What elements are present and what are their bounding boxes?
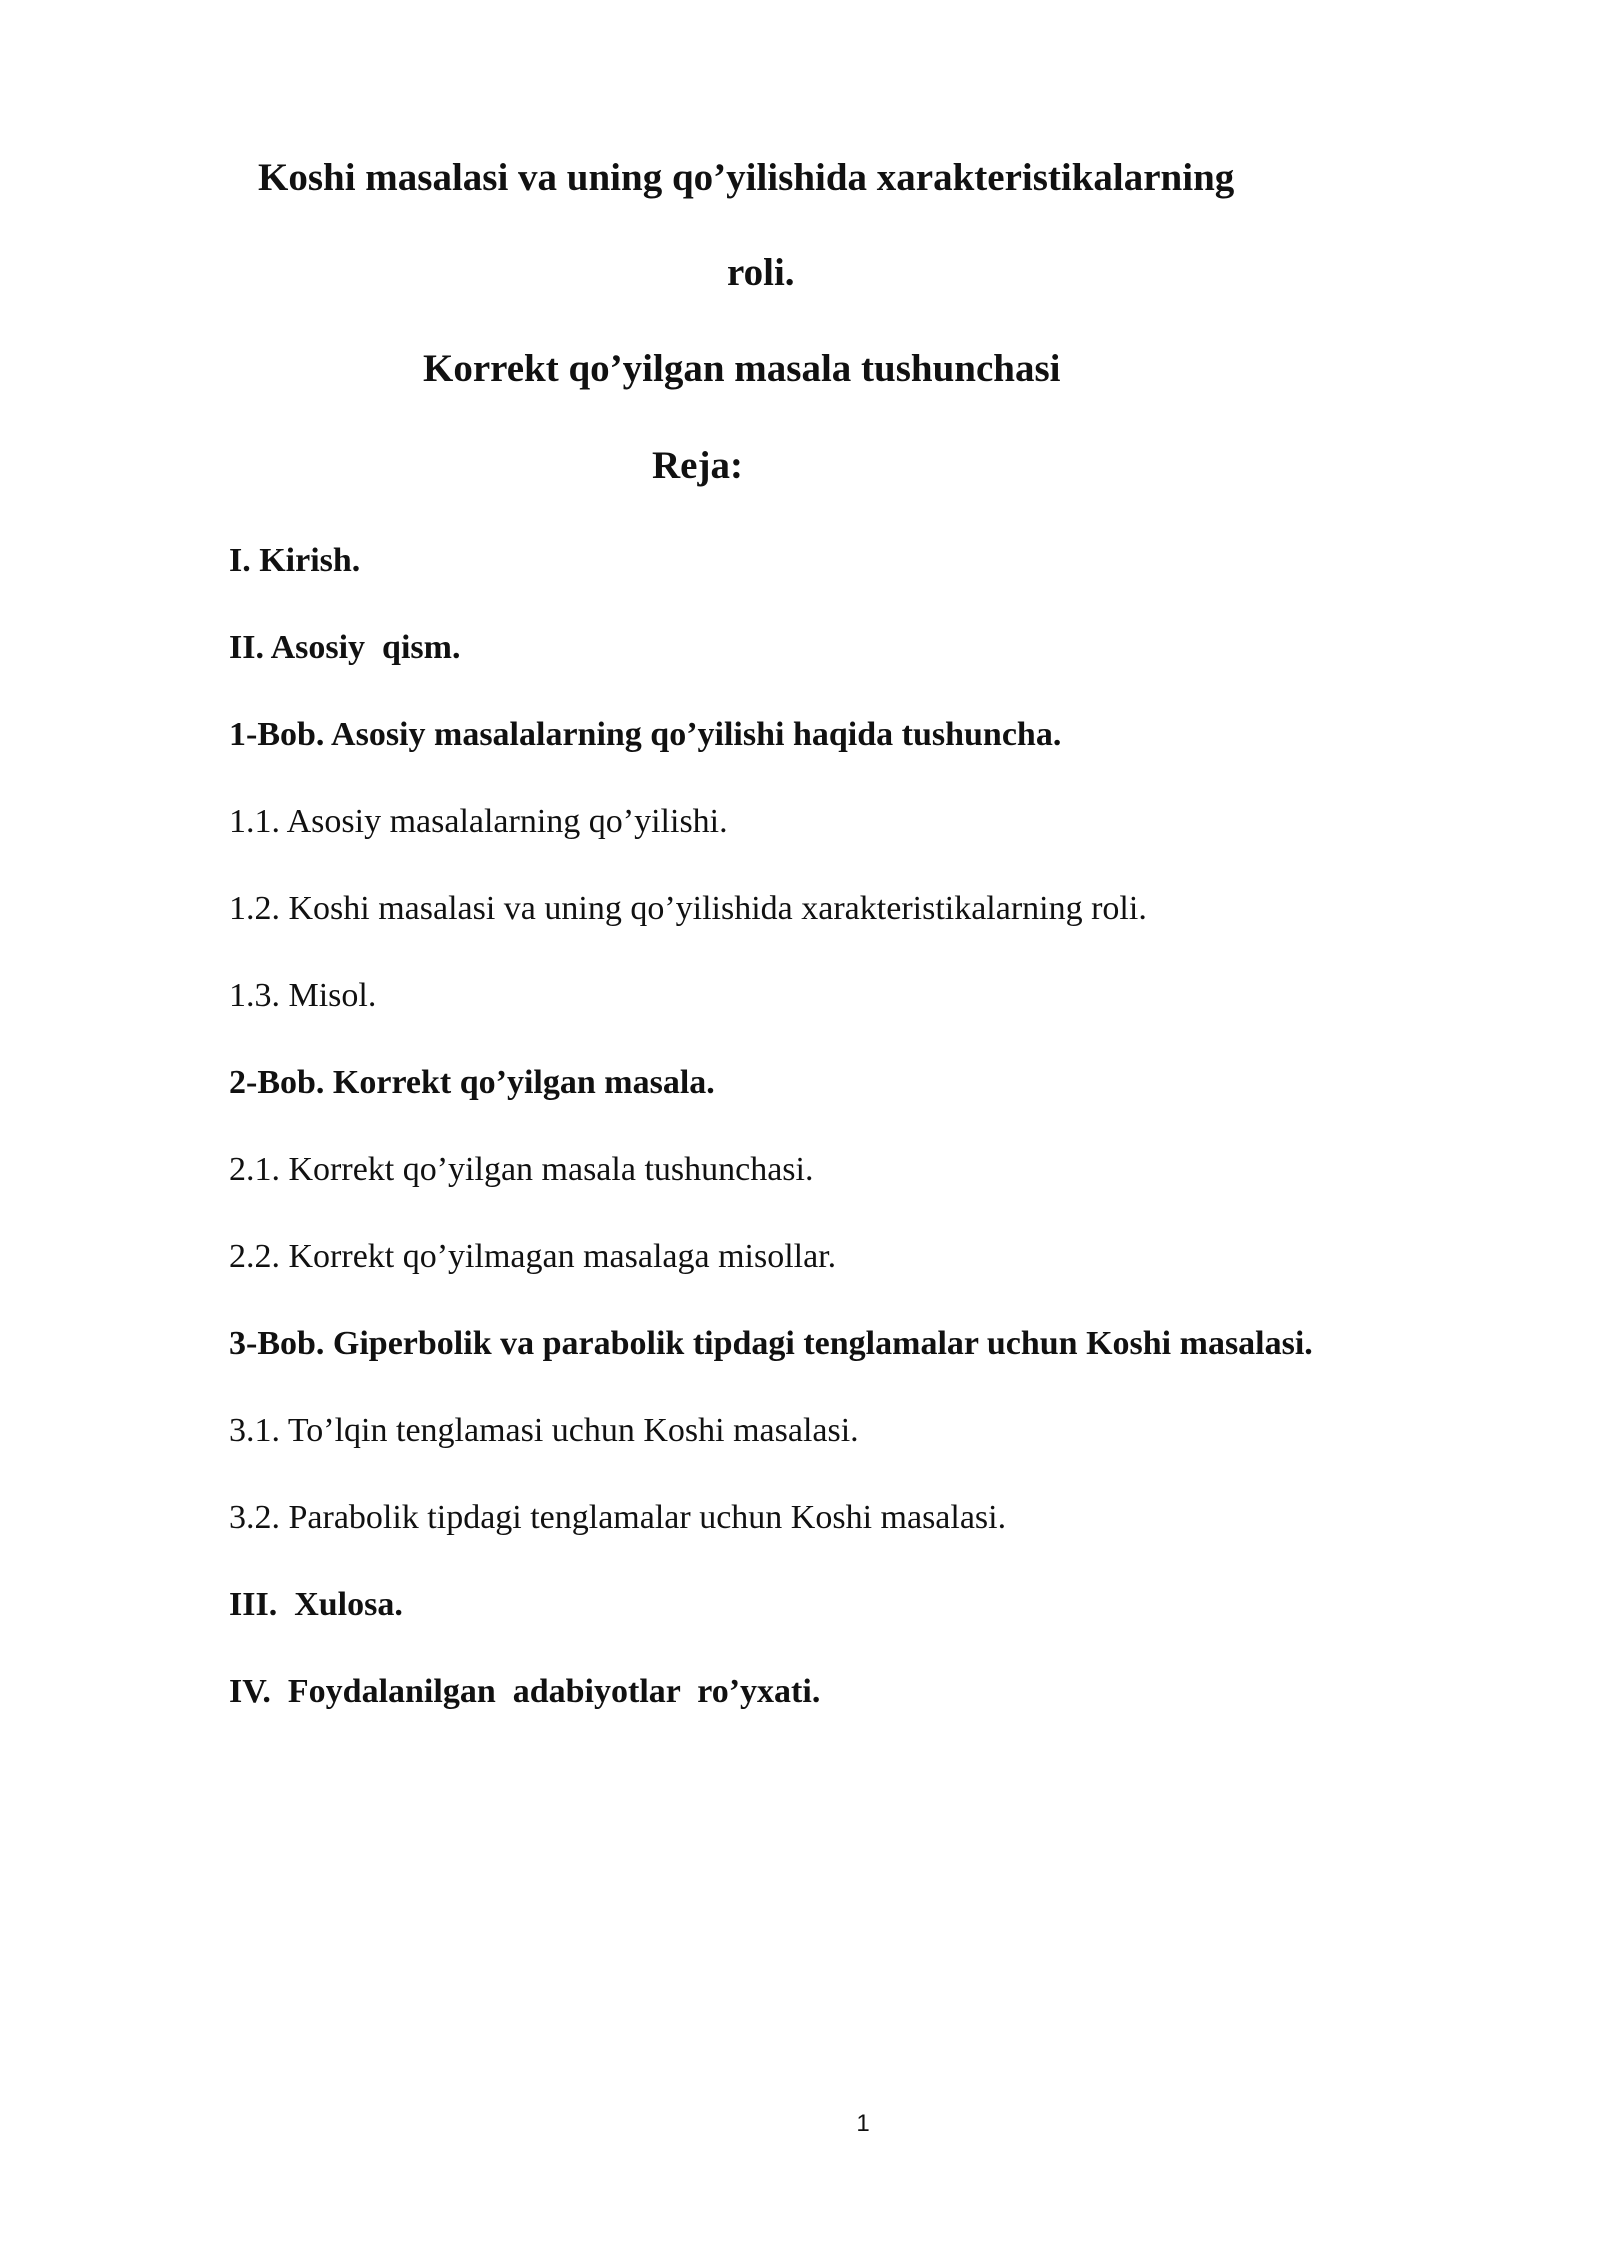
- outline-item: 2.1. Korrekt qo’yilgan masala tushunchasi.: [229, 1151, 814, 1188]
- outline-item: 1.3. Misol.: [229, 977, 377, 1014]
- page-number: 1: [856, 2110, 870, 2137]
- outline-item: II. Asosiy qism.: [229, 629, 461, 666]
- outline-item: 3.2. Parabolik tipdagi tenglamalar uchun Koshi masalasi.: [229, 1499, 1007, 1536]
- outline-item: 1.1. Asosiy masalalarning qo’yilishi.: [229, 803, 728, 840]
- title-line-2: roli.: [727, 251, 795, 294]
- plan-heading: Reja:: [652, 444, 743, 487]
- outline-item: III. Xulosa.: [229, 1586, 403, 1623]
- outline-item: 1-Bob. Asosiy masalalarning qo’yilishi haqida tushuncha.: [229, 716, 1062, 753]
- outline-item: 3.1. To’lqin tenglamasi uchun Koshi masalasi.: [229, 1412, 859, 1449]
- outline-item: 2.2. Korrekt qo’yilmagan masalaga misollar.: [229, 1238, 837, 1275]
- outline-item: 3-Bob. Giperbolik va parabolik tipdagi tenglamalar uchun Koshi masalasi.: [229, 1325, 1313, 1362]
- subtitle: Korrekt qo’yilgan masala tushunchasi: [423, 347, 1061, 390]
- outline-item: IV. Foydalanilgan adabiyotlar ro’yxati.: [229, 1673, 821, 1710]
- outline-item: 2-Bob. Korrekt qo’yilgan masala.: [229, 1064, 715, 1101]
- outline-item: 1.2. Koshi masalasi va uning qo’yilishida xarakteristikalarning roli.: [229, 890, 1147, 927]
- outline-item: I. Kirish.: [229, 542, 361, 579]
- title-line-1: Koshi masalasi va uning qo’yilishida xarakteristikalarning: [258, 156, 1235, 199]
- plan-outline: [229, 537, 1313, 1755]
